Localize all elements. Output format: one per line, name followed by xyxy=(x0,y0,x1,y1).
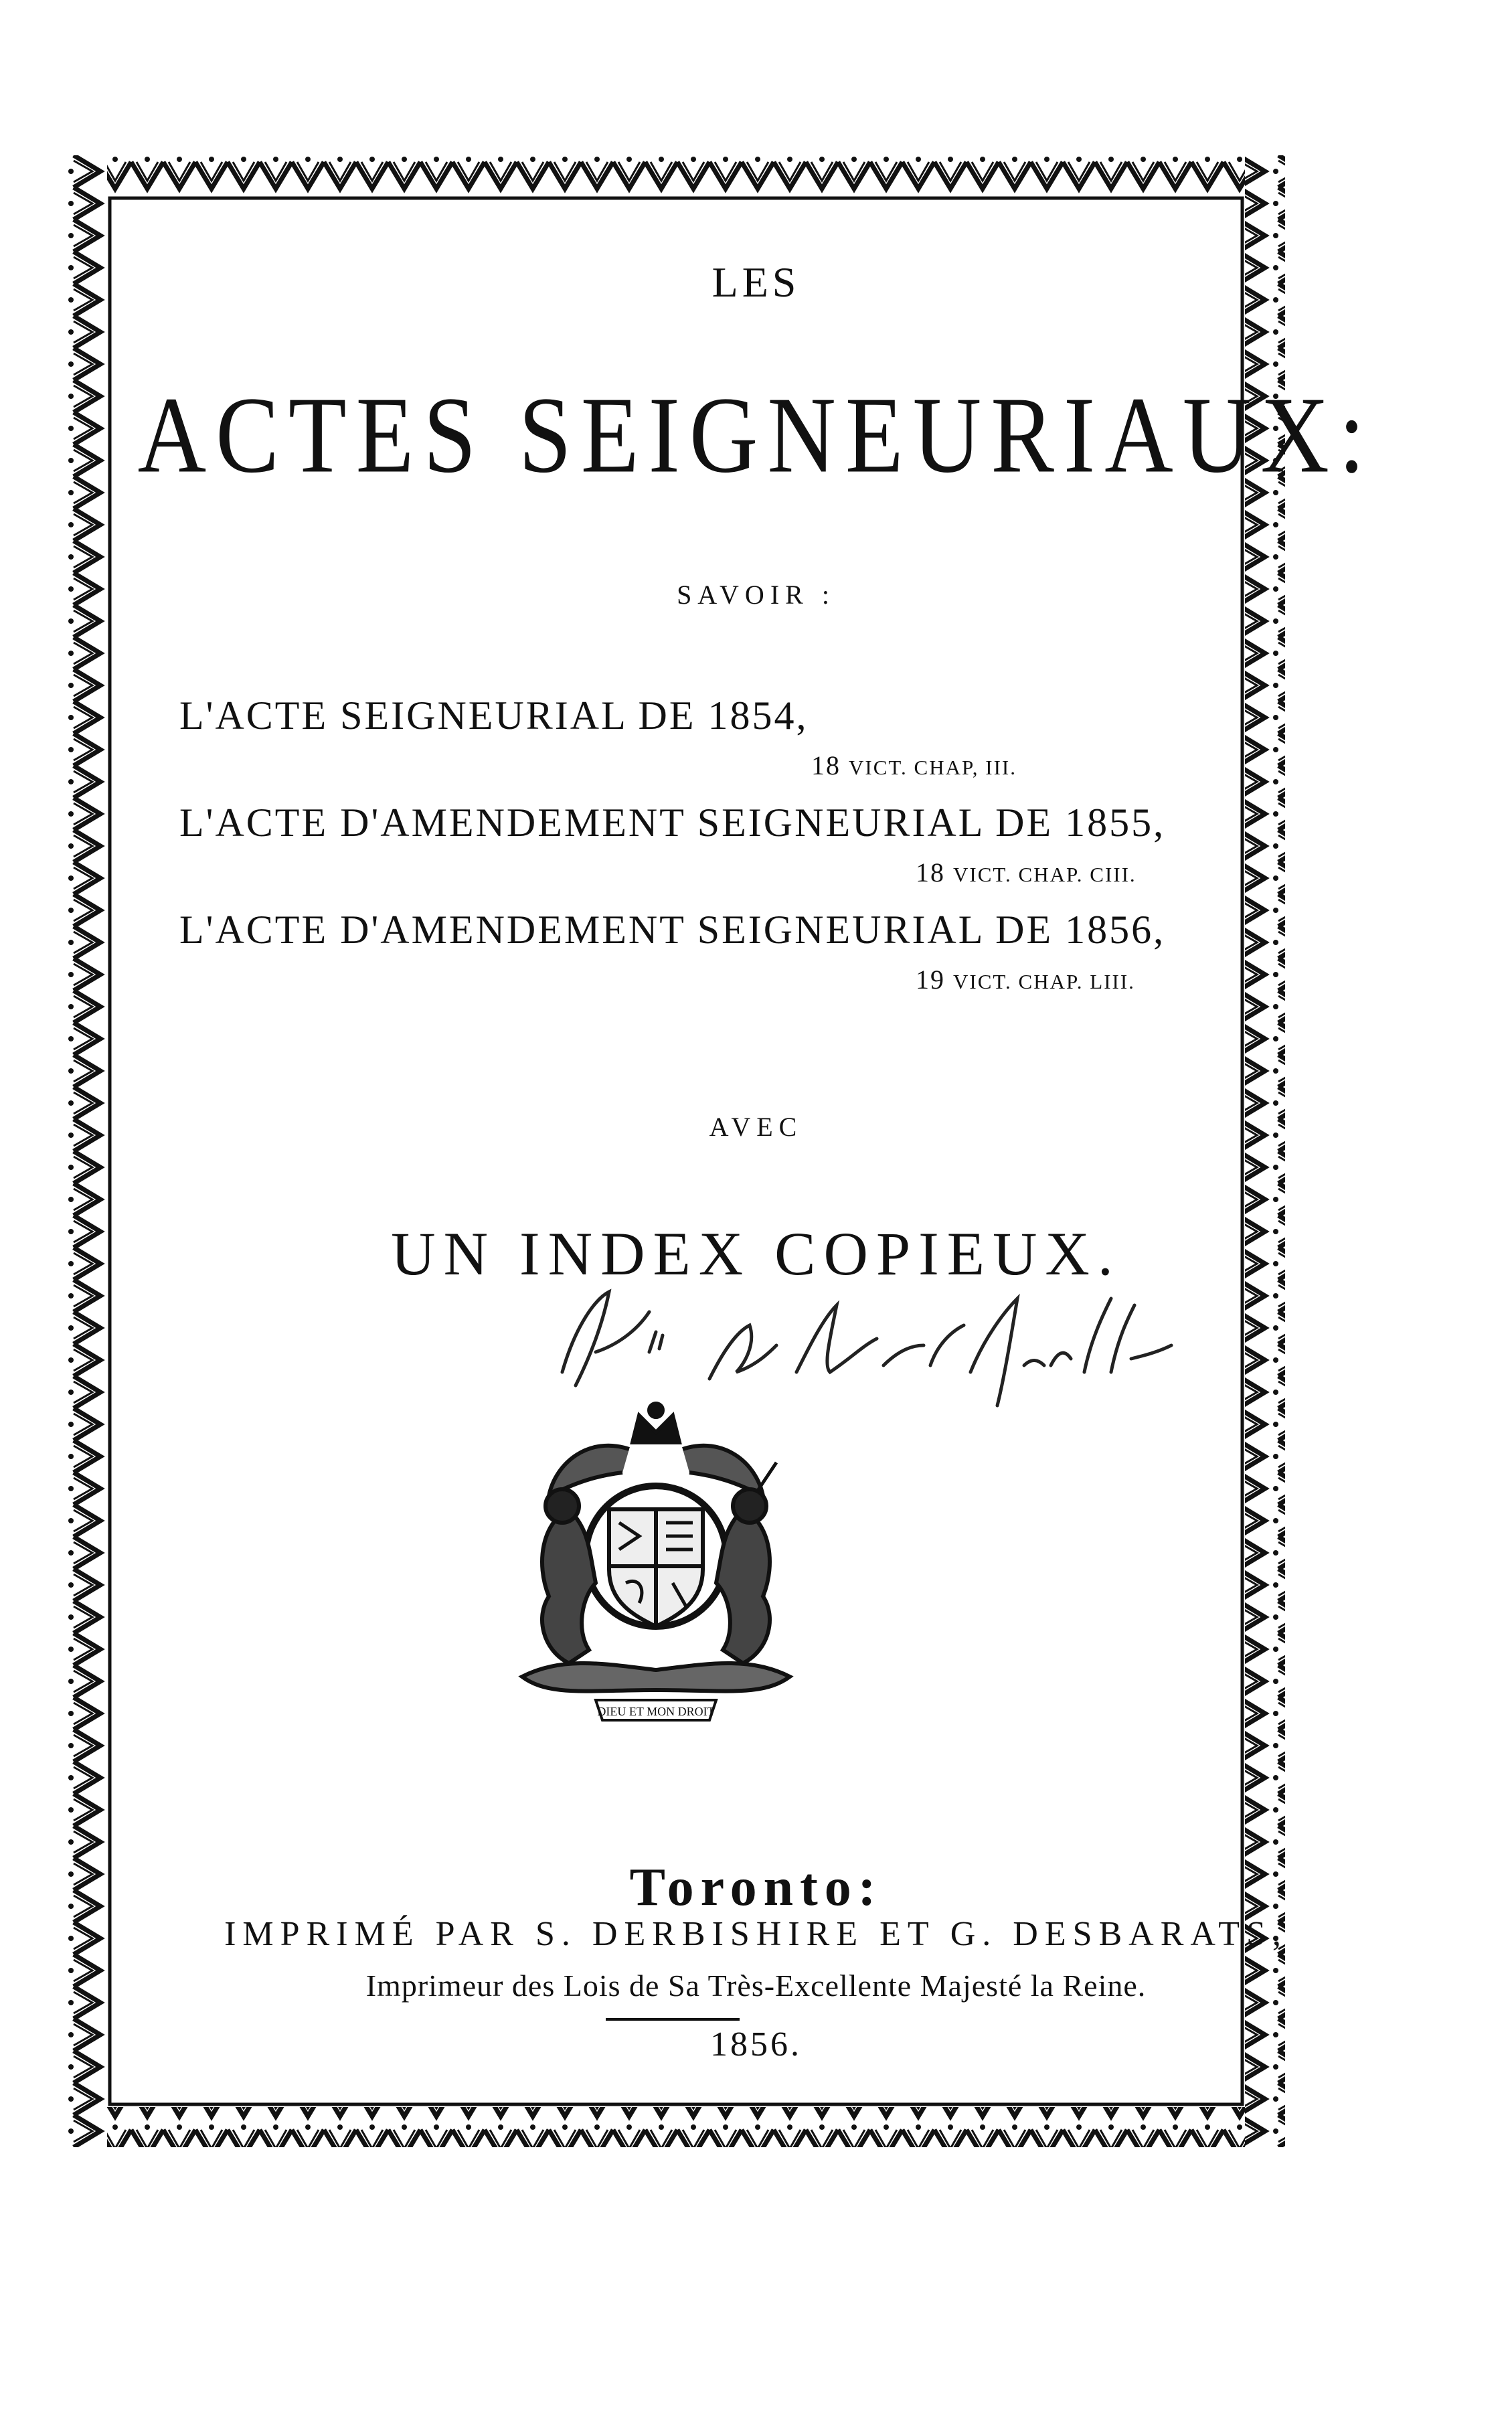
act-3-reference: 19 VICT. CHAP. LIII. xyxy=(916,965,1135,995)
divider-rule xyxy=(606,2018,740,2021)
act-2-reference: 18 VICT. CHAP. CIII. xyxy=(916,857,1137,888)
printer-subline: Imprimeur des Lois de Sa Très-Excellente Majesté la Reine. xyxy=(365,1968,1147,2003)
heading-les: LES xyxy=(711,258,801,306)
act-1-reference: 18 VICT. CHAP, III. xyxy=(811,750,1017,780)
savoir-line: SAVOIR : xyxy=(677,580,835,610)
motto-text: DIEU ET MON DROIT xyxy=(597,1705,715,1718)
royal-coat-of-arms-icon xyxy=(495,1396,817,1744)
publication-year: 1856. xyxy=(710,2025,802,2064)
avec-line: AVEC xyxy=(709,1112,803,1142)
act-1-title: L'ACTE SEIGNEURIAL DE 1854, xyxy=(179,693,809,738)
index-line: UN INDEX COPIEUX. xyxy=(391,1220,1121,1288)
printer-line: IMPRIMÉ PAR S. DERBISHIRE ET G. DESBARATS, xyxy=(224,1915,1288,1953)
city-line: Toronto: xyxy=(629,1858,883,1917)
main-title: ACTES SEIGNEURIAUX: xyxy=(137,373,1375,496)
act-3-title: L'ACTE D'AMENDEMENT SEIGNEURIAL DE 1856, xyxy=(179,908,1166,952)
act-2-title: L'ACTE D'AMENDEMENT SEIGNEURIAL DE 1855, xyxy=(179,801,1166,845)
